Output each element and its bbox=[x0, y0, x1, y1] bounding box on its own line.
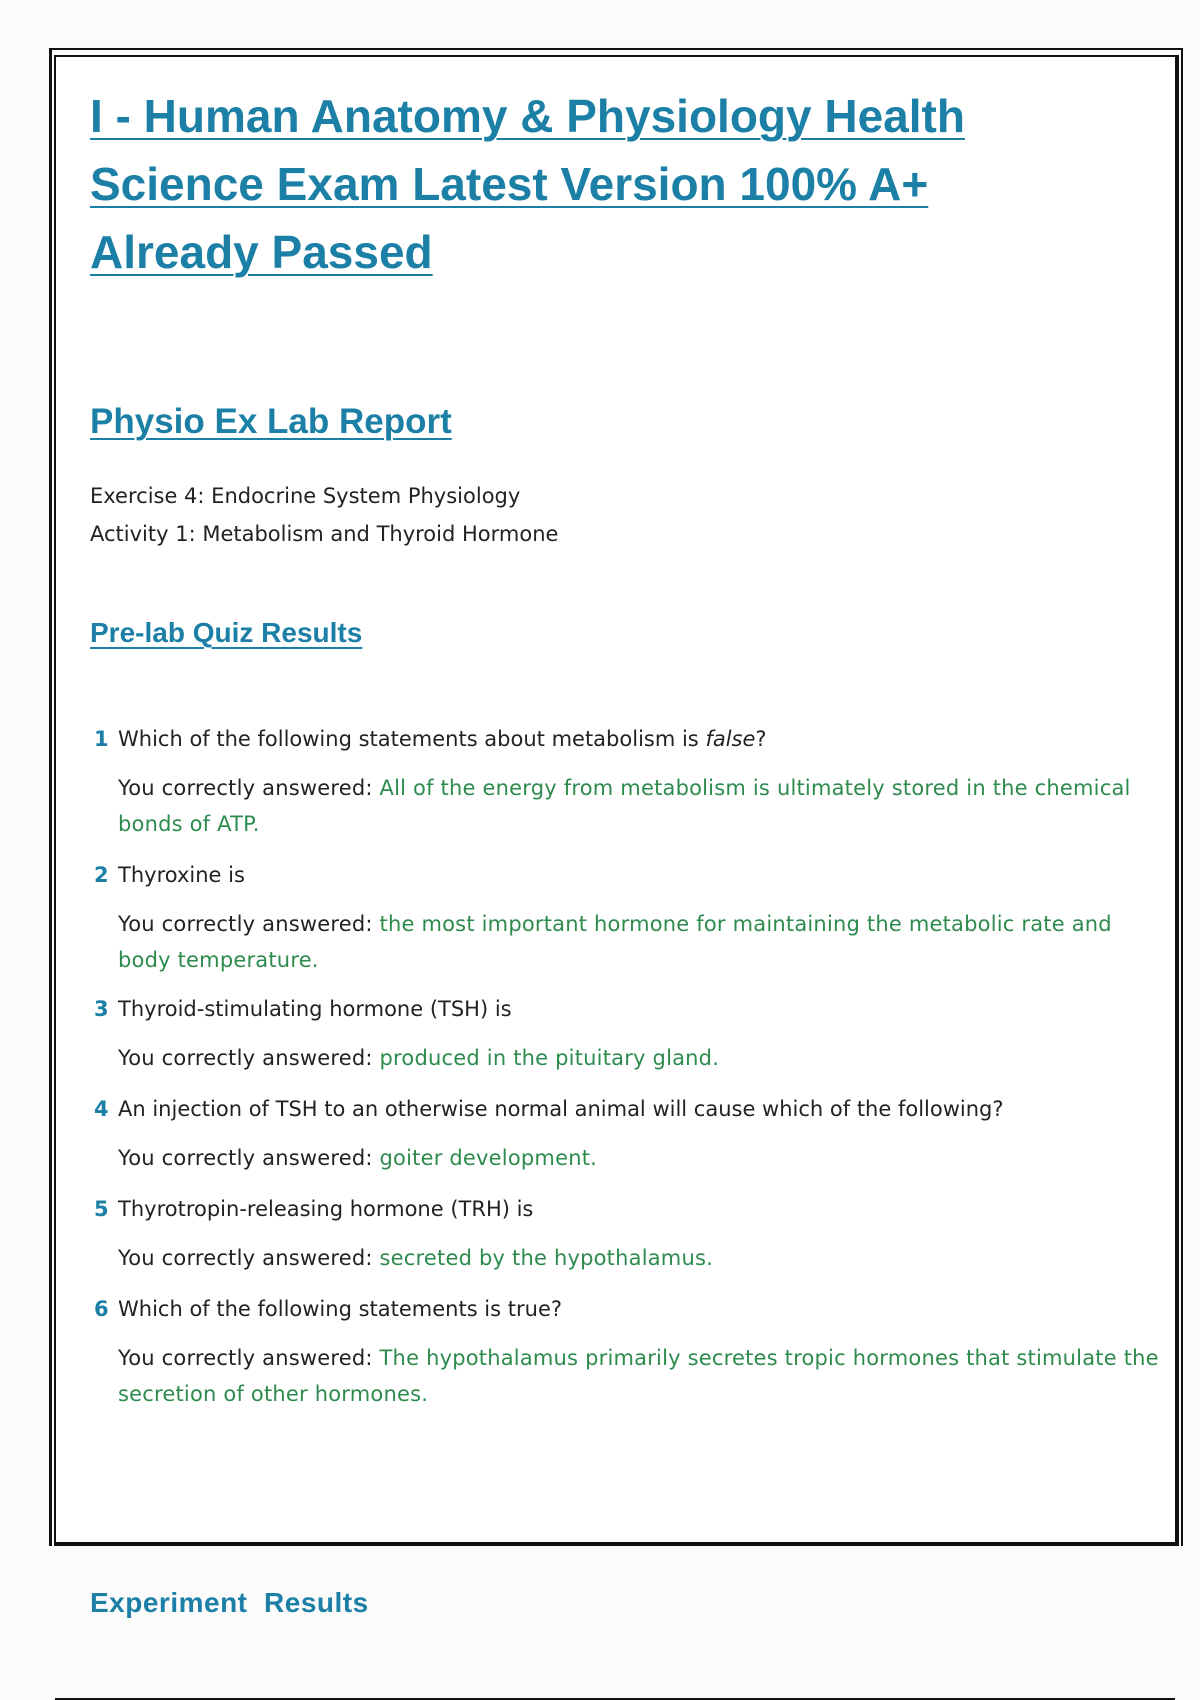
answer-text bbox=[118, 1140, 1169, 1176]
question-text: Thyroid-stimulating hormone (TSH) is bbox=[118, 997, 512, 1021]
question-text: Which of the following statements about metabolism is false? bbox=[118, 727, 767, 751]
title-line-2: Science Exam Latest Version 100% A+ bbox=[90, 158, 929, 210]
quiz-item bbox=[94, 994, 1169, 1076]
experiment-results-heading bbox=[90, 1587, 369, 1619]
question-number: 3 bbox=[94, 997, 109, 1021]
activity-label: Activity 1: Metabolism and Thyroid Hormone bbox=[90, 522, 559, 546]
answer-text bbox=[118, 906, 1169, 978]
report-title bbox=[90, 402, 452, 442]
question-number: 2 bbox=[94, 863, 109, 887]
quiz-item bbox=[94, 724, 1169, 842]
report-title-text: Physio Ex Lab Report bbox=[90, 402, 452, 441]
answer-text bbox=[118, 1040, 1169, 1076]
question-number: 6 bbox=[94, 1297, 109, 1321]
answer-prefix: You correctly answered: bbox=[118, 1046, 380, 1070]
answer-prefix: You correctly answered: bbox=[118, 1346, 380, 1370]
quiz-item bbox=[94, 1094, 1169, 1176]
correct-answer: secreted by the hypothalamus. bbox=[379, 1246, 713, 1270]
correct-answer: All of the energy from metabolism is ultimately stored in the chemical bonds of ATP. bbox=[118, 776, 1131, 836]
exercise-info bbox=[90, 477, 558, 553]
correct-answer: goiter development. bbox=[379, 1146, 598, 1170]
exercise-label: Exercise 4: Endocrine System Physiology bbox=[90, 484, 521, 508]
correct-answer: The hypothalamus primarily secretes tropic hormones that stimulate the secretion of other hormones. bbox=[118, 1346, 1159, 1406]
answer-text bbox=[118, 1340, 1169, 1412]
title-line-3: Already Passed bbox=[90, 226, 433, 278]
correct-answer: produced in the pituitary gland. bbox=[379, 1046, 720, 1070]
question-text: Thyroxine is bbox=[118, 863, 245, 887]
prelab-quiz-heading bbox=[90, 617, 362, 649]
answer-prefix: You correctly answered: bbox=[118, 1146, 380, 1170]
correct-answer: the most important hormone for maintaining the metabolic rate and body temperature. bbox=[118, 912, 1112, 972]
question-text: Thyrotropin-releasing hormone (TRH) is bbox=[118, 1197, 534, 1221]
answer-prefix: You correctly answered: bbox=[118, 1246, 380, 1270]
document-content bbox=[90, 82, 1170, 1618]
quiz-item bbox=[94, 1294, 1169, 1412]
quiz-item bbox=[94, 860, 1169, 978]
quiz-results-list bbox=[94, 724, 1169, 1412]
question-number: 5 bbox=[94, 1197, 109, 1221]
question-number: 4 bbox=[94, 1097, 109, 1121]
question-text: An injection of TSH to an otherwise normal animal will cause which of the following? bbox=[118, 1097, 1004, 1121]
document-title bbox=[90, 82, 1090, 286]
title-line-1: I - Human Anatomy & Physiology Health bbox=[90, 90, 965, 142]
answer-text bbox=[118, 770, 1169, 842]
answer-prefix: You correctly answered: bbox=[118, 776, 380, 800]
quiz-item bbox=[94, 1194, 1169, 1276]
question-text: Which of the following statements is true? bbox=[118, 1297, 563, 1321]
prelab-quiz-heading-text: Pre-lab Quiz Results bbox=[90, 617, 363, 648]
answer-text bbox=[118, 1240, 1169, 1276]
question-number: 1 bbox=[94, 727, 109, 751]
answer-prefix: You correctly answered: bbox=[118, 912, 380, 936]
experiment-results-heading-text: Experiment Results bbox=[90, 1587, 369, 1618]
